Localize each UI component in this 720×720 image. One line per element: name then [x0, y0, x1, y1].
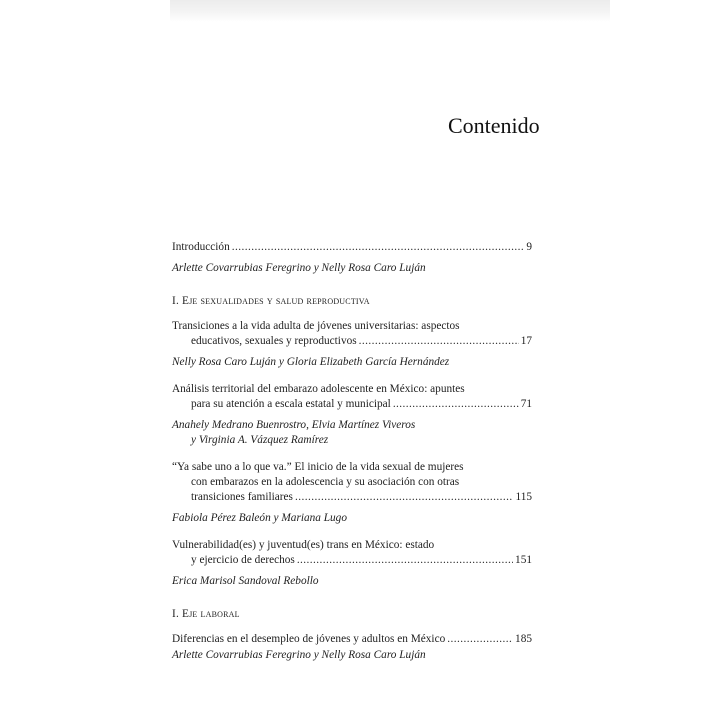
entry-title: Diferencias en el desempleo de jóvenes y adultos en México: [172, 633, 446, 645]
dot-leader: [359, 334, 519, 349]
page-title: Contenido: [448, 113, 540, 138]
page-number: 9: [526, 241, 532, 253]
entry-title-line: y ejercicio de derechos: [191, 554, 295, 566]
toc-entry: [172, 382, 532, 448]
toc-line: [172, 240, 532, 255]
page-number: 185: [515, 633, 532, 645]
entry-author: Nelly Rosa Caro Luján y Gloria Elizabeth García Hernández: [172, 356, 450, 368]
toc-entry: [172, 460, 532, 526]
page-number: 71: [520, 398, 532, 410]
entry-title-line: Transiciones a la vida adulta de jóvenes universitarias: aspectos: [172, 320, 460, 332]
toc-line: [172, 397, 532, 412]
dot-leader: [297, 553, 513, 568]
section-heading-sexualidades: I. Eje sexualidades y salud reproductiva: [172, 295, 370, 307]
entry-author: Arlette Covarrubias Feregrino y Nelly Rosa Caro Luján: [172, 649, 426, 661]
page-number: 17: [520, 335, 532, 347]
toc-entry-introduccion: [172, 240, 532, 276]
toc-entry: [172, 632, 532, 663]
entry-author: Fabiola Pérez Baleón y Mariana Lugo: [172, 512, 347, 524]
dot-leader: [447, 632, 513, 647]
entry-title-line: con embarazos en la adolescencia y su asociación con otras: [191, 476, 460, 488]
toc-line: [172, 553, 532, 568]
section-heading-laboral: I. Eje laboral: [172, 608, 240, 620]
entry-author: Anahely Medrano Buenrostro, Elvia Martínez Viveros: [172, 419, 416, 431]
toc-line: [172, 490, 532, 505]
table-of-contents: [172, 240, 532, 663]
entry-title-line: “Ya sabe uno a lo que va.” El inicio de la vida sexual de mujeres: [172, 461, 464, 473]
page-number: 151: [515, 554, 532, 566]
entry-title-line: Vulnerabilidad(es) y juventud(es) trans en México: estado: [172, 539, 435, 551]
dot-leader: [393, 397, 519, 412]
dot-leader: [232, 240, 525, 255]
entry-author: Erica Marisol Sandoval Rebollo: [172, 575, 319, 587]
entry-title-line: para su atención a escala estatal y municipal: [191, 398, 391, 410]
page-number: 115: [515, 491, 532, 503]
entry-author: Arlette Covarrubias Feregrino y Nelly Rosa Caro Luján: [172, 262, 426, 274]
entry-author: y Virginia A. Vázquez Ramírez: [191, 434, 329, 446]
entry-title-line: transiciones familiares: [191, 491, 293, 503]
page-edge-shadow: [170, 0, 610, 22]
toc-entry: [172, 319, 532, 370]
toc-line: [172, 632, 532, 647]
toc-line: [172, 334, 532, 349]
dot-leader: [295, 490, 514, 505]
toc-entry: [172, 538, 532, 589]
entry-title-line: educativos, sexuales y reproductivos: [191, 335, 357, 347]
entry-title-line: Análisis territorial del embarazo adolescente en México: apuntes: [172, 383, 465, 395]
entry-title: Introducción: [172, 241, 230, 253]
